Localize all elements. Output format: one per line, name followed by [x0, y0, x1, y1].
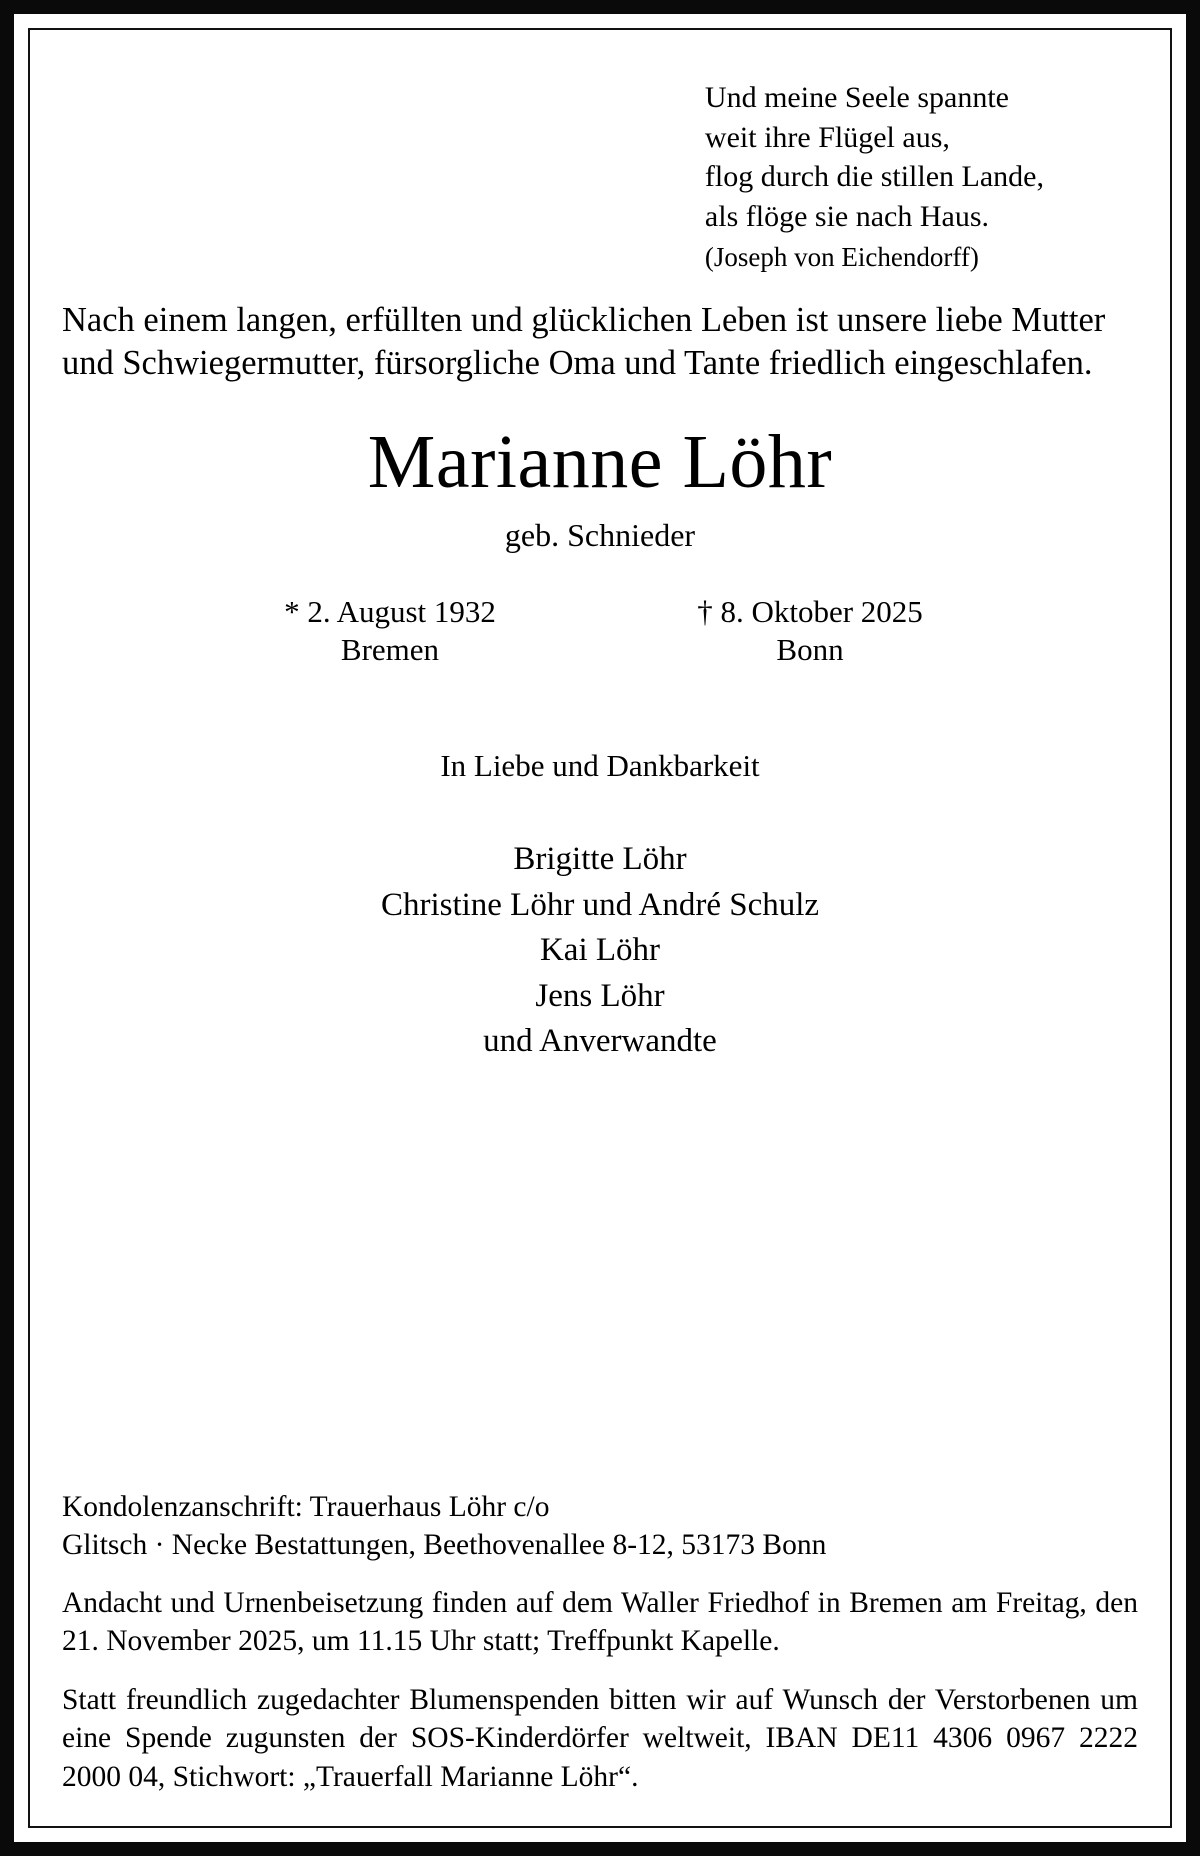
maiden-name: geb. Schnieder: [504, 517, 696, 553]
poem-attribution: (Joseph von Eichendorff): [704, 242, 979, 272]
condolence-address-line-2: Glitsch · Necke Bestattungen, Beethovenallee 8-12, 53173 Bonn: [62, 1528, 827, 1561]
family-member: und Anverwandte: [483, 1023, 717, 1059]
death-place: Bonn: [776, 632, 844, 667]
condolence-address-line-1: Kondolenzanschrift: Trauerhaus Löhr c/o: [62, 1490, 550, 1523]
birth-symbol-icon: *: [284, 594, 300, 629]
poem-block: [56, 50, 1144, 277]
footer-info: [62, 1488, 1138, 1797]
family-member: Jens Löhr: [535, 977, 665, 1014]
cross-icon: †: [697, 594, 713, 629]
poem-line-2: weit ihre Flügel aus,: [704, 120, 950, 154]
death-date: 8. Oktober 2025: [720, 594, 923, 629]
condolence-address: [62, 1488, 1138, 1564]
poem-line-4: als flöge sie nach Haus.: [704, 199, 989, 233]
birth-block: [180, 593, 600, 669]
deceased-name: Marianne Löhr: [367, 420, 833, 504]
family-member: Kai Löhr: [539, 932, 661, 968]
poem-text: [705, 78, 1044, 277]
intro-paragraph: Nach einem langen, erfüllten und glücklichen Leben ist unsere liebe Mutter und Schwiegermutter, fürsorgliche Oma und Tante friedlich eingeschlafen.: [62, 301, 1106, 382]
family-member: Christine Löhr und André Schulz: [380, 886, 820, 923]
birth-date: 2. August 1932: [307, 594, 496, 629]
life-dates-row: [56, 593, 1144, 669]
notice-inner-border: [28, 28, 1172, 1828]
family-names-list: [56, 837, 1144, 1065]
death-block: [600, 593, 1020, 669]
poem-line-1: Und meine Seele spannte: [704, 81, 1009, 114]
family-member: Brigitte Löhr: [513, 841, 687, 877]
tribute-line: In Liebe und Dankbarkeit: [440, 748, 760, 783]
donation-info-paragraph: Statt freundlich zugedachter Blumenspenden bitten wir auf Wunsch der Verstorbenen um eine Spende zugunsten der SOS-Kinderdörfer weltweit, IBAN DE11 4306 0967 2222 2000 04, Stichwort: „Trauerfall Marianne Löhr“.: [62, 1683, 1138, 1793]
obituary-notice: [56, 50, 1144, 1810]
service-info-paragraph: Andacht und Urnenbeisetzung finden auf dem Waller Friedhof in Bremen am Freitag, den 21. November 2025, um 11.15 Uhr statt; Treffpunkt Kapelle.: [62, 1586, 1138, 1657]
poem-line-3: flog durch die stillen Lande,: [704, 160, 1044, 193]
birth-place: Bremen: [340, 632, 440, 667]
